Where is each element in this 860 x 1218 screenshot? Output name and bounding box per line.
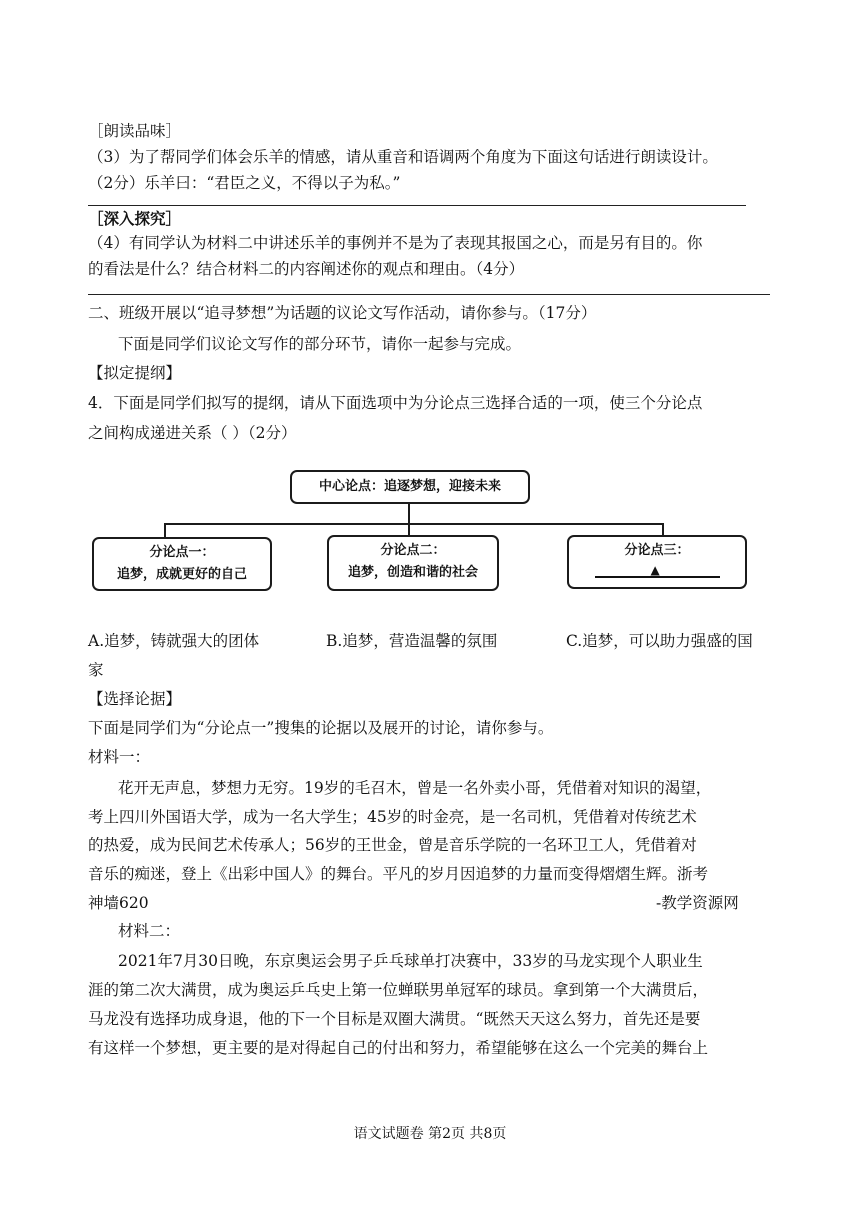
sub-argument-2-text: 追梦，创造和谐的社会	[347, 565, 478, 580]
question-3-text-cont: （2分）乐羊曰：“君臣之义，不得以子为私。”	[88, 174, 401, 192]
answer-blank	[595, 563, 720, 578]
option-b: B.追梦，营造温馨的氛围	[326, 632, 498, 650]
answer-line	[88, 294, 770, 295]
question-4-text-cont: 的看法是什么？结合材料二的内容阐述你的观点和理由。（4分）	[88, 260, 525, 278]
sub-argument-3-title: 分论点三：	[624, 543, 690, 558]
part-2-intro: 下面是同学们议论文写作的部分环节，请你一起参与完成。	[118, 335, 522, 353]
central-argument-box	[290, 470, 530, 504]
connector-line	[408, 503, 410, 525]
triangle-marker: ▲	[650, 563, 660, 577]
question-4-outline-text-cont: 之间构成递进关系（ ）（2分）	[88, 424, 297, 442]
sub-argument-2-title: 分论点二：	[380, 543, 446, 558]
sub-argument-1-text: 追梦，成就更好的自己	[116, 567, 247, 582]
option-c: C.追梦，可以助力强盛的国	[566, 632, 753, 650]
material-2-paragraph: 涯的第二次大满贯，成为奥运乒乓史上第一位蝉联男单冠军的球员。拿到第一个大满贯后，	[88, 981, 709, 999]
material-2-paragraph: 有这样一个梦想，更主要的是对得起自己的付出和努力，希望能够在这么一个完美的舞台上	[88, 1039, 709, 1057]
watermark-text: -教学资源网	[656, 894, 739, 912]
evidence-heading: 【选择论据】	[88, 690, 182, 708]
material-2-paragraph: 2021年7月30日晚，东京奥运会男子乒乓球单打决赛中，33岁的马龙实现个人职业生	[118, 952, 703, 970]
sub-argument-1-title: 分论点一：	[149, 545, 215, 560]
sub-argument-2-box	[327, 535, 499, 591]
sub-argument-1-box	[92, 537, 272, 591]
material-1-paragraph: 考上四川外国语大学，成为一名大学生；45岁的时金亮，是一名司机，凭借着对传统艺术	[88, 808, 697, 826]
material-1-label: 材料一：	[88, 748, 151, 766]
connector-line	[164, 523, 664, 525]
page-footer: 语文试题卷 第2页 共8页	[353, 1126, 507, 1142]
material-2-paragraph: 马龙没有选择功成身退，他的下一个目标是双圈大满贯。“既然天天这么努力，首先还是要	[88, 1010, 701, 1028]
material-1-paragraph: 音乐的痴迷，登上《出彩中国人》的舞台。平凡的岁月因追梦的力量而变得熠熠生辉。浙考	[88, 865, 709, 883]
option-a: A.追梦，铸就强大的团体	[88, 632, 260, 650]
material-1-paragraph: 的热爱，成为民间艺术传承人；56岁的王世金，曾是音乐学院的一名环卫工人，凭借着对	[88, 836, 697, 854]
answer-line	[88, 205, 746, 206]
outline-heading: 【拟定提纲】	[88, 364, 182, 382]
sub-argument-3-box	[567, 535, 747, 589]
evidence-intro: 下面是同学们为“分论点一”搜集的论据以及展开的讨论，请你参与。	[88, 719, 554, 737]
section-heading-reading: ［朗读品味］	[88, 122, 182, 140]
question-4-outline-text: 4．下面是同学们拟写的提纲，请从下面选项中为分论点三选择合适的一项，使三个分论点	[88, 394, 703, 412]
part-2-title: 二、班级开展以“追寻梦想”为话题的议论文写作活动，请你参与。（17分）	[88, 304, 597, 322]
question-4-text: （4）有同学认为材料二中讲述乐羊的事例并不是为了表现其报国之心，而是另有目的。你	[88, 234, 703, 252]
material-1-paragraph: 花开无声息，梦想力无穷。19岁的毛召木，曾是一名外卖小哥，凭借着对知识的渴望，	[118, 779, 712, 797]
central-argument-text: 中心论点：追逐梦想，迎接未来	[318, 479, 501, 494]
material-1-paragraph: 神墙620	[88, 894, 149, 912]
material-2-label: 材料二：	[118, 922, 181, 940]
question-3-text: （3）为了帮同学们体会乐羊的情感，请从重音和语调两个角度为下面这句话进行朗读设计。	[88, 148, 718, 166]
section-heading-inquiry: ［深入探究］	[88, 209, 182, 228]
option-c-cont: 家	[88, 661, 104, 679]
